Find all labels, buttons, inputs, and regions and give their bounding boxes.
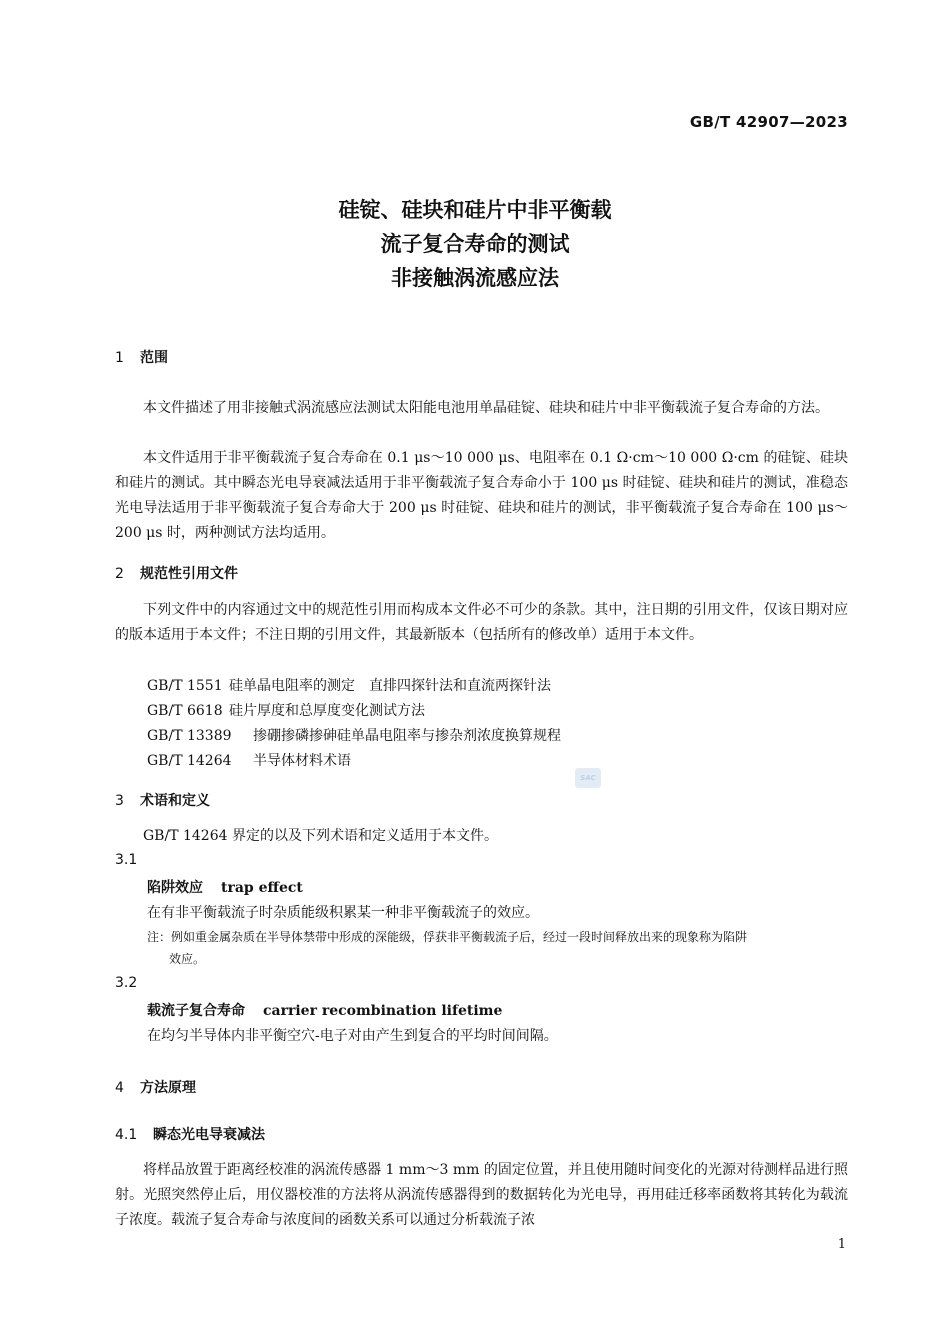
standard-number: GB/T 42907—2023 [689,113,848,131]
section-1-heading [115,347,168,367]
note-text: 例如重金属杂质在半导体禁带中形成的深能级，俘获非平衡载流子后，经过一段时间释放出来的现象称为陷阱 [171,930,748,944]
reference-code: GB/T 6618 [147,703,223,719]
reference-item [147,725,561,745]
subsection-title: 瞬态光电导衰减法 [153,1127,265,1143]
term-definition: 在有非平衡载流子时杂质能级积累某一种非平衡载流子的效应。 [147,905,539,921]
term-chinese: 陷阱效应 [147,880,203,896]
reference-code: GB/T 13389 [147,728,232,744]
clause-number: 3.1 [115,852,138,868]
section-3-heading [115,790,210,810]
clause-number: 3.2 [115,975,138,991]
subsection-number: 4.1 [115,1127,138,1143]
reference-title: 硅片厚度和总厚度变化测试方法 [229,703,425,719]
term-english: trap effect [221,880,303,896]
section-1-paragraph-2: 本文件适用于非平衡载流子复合寿命在 0.1 μs～10 000 μs、电阻率在 0.1 Ω·cm～10 000 Ω·cm 的硅锭、硅块和硅片的测试。其中瞬态光电导衰减法适用于非平衡载流子复合寿命小于 100 μs 时硅锭、硅块和硅片的测试，准稳态光电导法适用于非平衡载流子复合寿命大于 200 μs 时硅锭、硅块和硅片的测试，非平衡载流子复合寿命在 100 μs～200 μs 时，两种测试方法均适用。 [115,450,848,541]
term-english: carrier recombination lifetime [263,1003,503,1019]
reference-title: 掺硼掺磷掺砷硅单晶电阻率与掺杂剂浓度换算规程 [253,728,561,744]
title-line-3: 非接触涡流感应法 [391,266,559,290]
section-3-paragraph-1: GB/T 14264 界定的以及下列术语和定义适用于本文件。 [143,828,498,844]
reference-code: GB/T 1551 [147,678,223,694]
section-4-heading [115,1077,196,1097]
reference-item [147,700,425,720]
reference-code: GB/T 14264 [147,753,232,769]
reference-title: 硅单晶电阻率的测定 直排四探针法和直流两探针法 [229,678,551,694]
section-title: 范围 [140,350,168,366]
term-note [147,926,848,970]
note-label: 注： [147,930,172,944]
section-title: 规范性引用文件 [140,566,238,582]
term-entry [147,1000,502,1020]
section-number: 4 [115,1080,124,1096]
title-line-2: 流子复合寿命的测试 [380,232,570,256]
sac-watermark-logo: SAC [575,768,601,788]
subsection-4-1-paragraph-1: 将样品放置于距离经校准的涡流传感器 1 mm～3 mm 的固定位置，并且使用随时间变化的光源对待测样品进行照射。光照突然停止后，用仪器校准的方法将从涡流传感器得到的数据转化为光电导，再用硅迁移率函数将其转化为载流子浓度。载流子复合寿命与浓度间的函数关系可以通过分析载流子浓 [115,1162,848,1228]
section-number: 2 [115,566,124,582]
section-1-paragraph-1: 本文件描述了用非接触式涡流感应法测试太阳能电池用单晶硅锭、硅块和硅片中非平衡载流子复合寿命的方法。 [143,400,829,416]
section-2-heading [115,563,238,583]
reference-item [147,750,351,770]
section-2-paragraph-1: 下列文件中的内容通过文中的规范性引用而构成本文件必不可少的条款。其中，注日期的引用文件，仅该日期对应的版本适用于本文件；不注日期的引用文件，其最新版本（包括所有的修改单）适用于本文件。 [115,602,848,643]
note-text-continued: 效应。 [169,952,206,966]
term-entry [147,877,303,897]
document-title [0,193,950,295]
section-title: 方法原理 [140,1080,196,1096]
title-line-1: 硅锭、硅块和硅片中非平衡载 [338,198,612,222]
reference-title: 半导体材料术语 [253,753,351,769]
section-title: 术语和定义 [140,793,210,809]
term-chinese: 载流子复合寿命 [147,1003,245,1019]
section-number: 1 [115,350,124,366]
term-definition: 在均匀半导体内非平衡空穴-电子对由产生到复合的平均时间间隔。 [147,1028,558,1044]
subsection-4-1-heading [115,1124,265,1144]
page-number: 1 [837,1237,846,1252]
reference-item [147,675,551,695]
section-number: 3 [115,793,124,809]
